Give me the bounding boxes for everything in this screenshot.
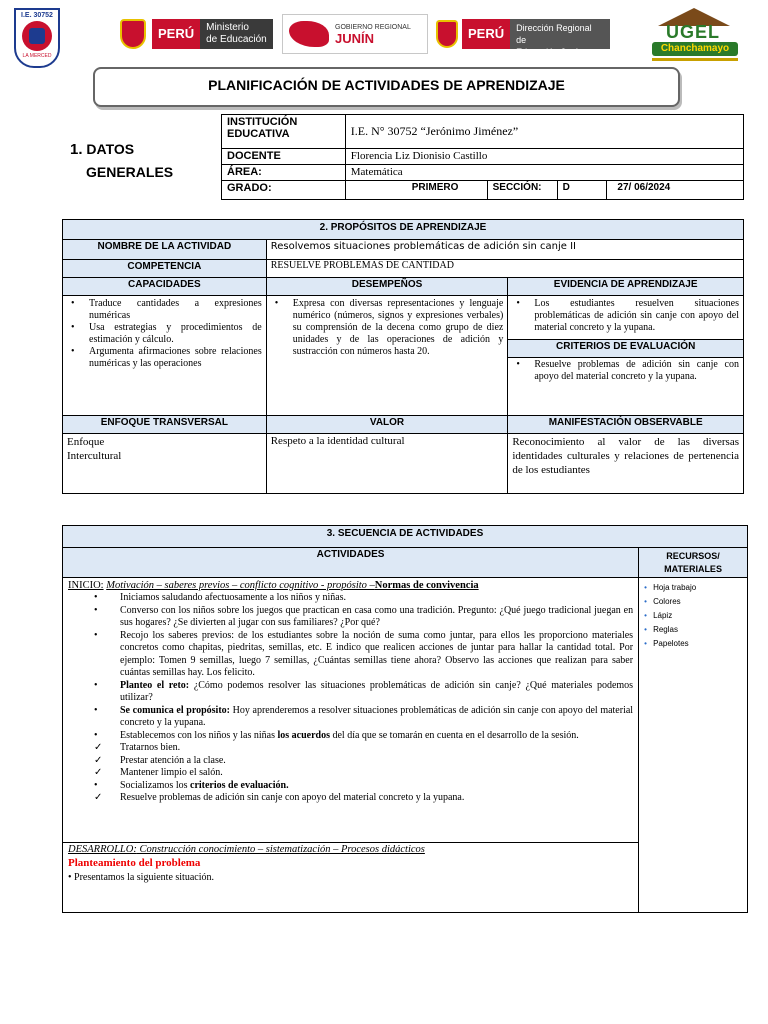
check-icon: ✓	[94, 754, 103, 766]
manifestacion-label: MANIFESTACIÓN OBSERVABLE	[508, 416, 744, 434]
peru-shield-icon	[120, 19, 146, 49]
gobierno-regional-logo	[282, 13, 428, 55]
heading-line2: GENERALES	[86, 164, 174, 180]
direccion-label	[510, 19, 610, 57]
list-item: • Se comunica el propósito: Hoy aprenderemos a resolver situaciones problemáticas de adición sin canje con apoyo del material concreto y la yupana.	[94, 704, 634, 728]
list-item: • Colores	[643, 595, 743, 609]
planteamiento-heading: Planteamiento del problema	[68, 857, 201, 869]
ugel-logo	[648, 8, 740, 62]
bullet-icon: •	[94, 679, 98, 691]
valor-label: VALOR	[266, 416, 508, 434]
presentamos-item: • Presentamos la siguiente situación.	[68, 872, 214, 883]
list-item: • Reglas	[643, 623, 743, 637]
peru-shield-icon	[436, 20, 458, 48]
list-item: • Planteo el reto: ¿Cómo podemos resolver las situaciones problemáticas de adición sin canje? ¿Qué materiales podemos utilizar?	[94, 679, 634, 703]
heading-line1: DATOS	[86, 141, 135, 157]
desempenos-cell	[266, 296, 508, 416]
gobierno-line: GOBIERNO REGIONAL	[335, 23, 411, 31]
list-item: • Converso con los niños sobre los juegos que practican en casa como una tradición. Pregunto: ¿Qué juego tradicional juegan en sus hogares? ¿Se divierten al jugar con sus familiares? ¿Por qué?	[94, 604, 634, 628]
list-item: • Establecemos con los niños y las niñas los acuerdos del día que se tomarán en cuenta en el desarrollo de la sesión.	[94, 729, 579, 741]
list-item: • Papelotes	[643, 637, 743, 651]
list-item: • Recojo los saberes previos: de los estudiantes sobre la noción de suma como juntar, para ellos les proporciono materiales concretos como chapitas, piedritas, semillas, etc. E indico que realicen acciones de juntar para hallar la cantidad total. Por ejemplo: Tomen 9 semillas, luego 7 semillas, ¿Cuántas semillas tiene ahora? Observo las acciones que realizan para saber cuántas semillas hay. Los felicito.	[94, 629, 634, 678]
fecha-value: 27/ 06/2024	[607, 181, 744, 200]
page-title: PLANIFICACIÓN DE ACTIVIDADES DE APRENDIZAJE	[93, 67, 680, 107]
docente-label: DOCENTE	[222, 149, 346, 165]
enfoque-value: Enfoque Intercultural	[63, 434, 267, 494]
desarrollo-heading: DESARROLLO: Construcción conocimiento – sistematización – Procesos didácticos	[68, 844, 425, 855]
list-item: • Expresa con diversas representaciones y lenguaje numérico (números, signos y expresiones verbales) su comprensión de la decena como grupo de diez unidades y de las operaciones de adición y sustracción con números hasta 20.	[271, 298, 504, 358]
bullet-icon: •	[94, 779, 98, 791]
junin-map-icon	[289, 21, 329, 47]
direccion-line2: Educación Junín	[516, 47, 583, 57]
list-item: • Hoja trabajo	[643, 581, 743, 595]
area-value: Matemática	[345, 165, 743, 181]
capacidades-label: CAPACIDADES	[63, 278, 267, 296]
check-icon: ✓	[94, 792, 103, 803]
ministerio-line2: de Educación	[206, 34, 267, 45]
peru-label: PERÚ	[152, 19, 200, 49]
propositos-table	[62, 219, 744, 494]
list-item: • Iniciamos saludando afectuosamente a los niños y niñas.	[94, 592, 347, 603]
inicio-heading: INICIO: Motivación – saberes previos – conflicto cognitivo - propósito –Normas de convivencia	[68, 580, 479, 591]
institucion-value: I.E. N° 30752 “Jerónimo Jiménez”	[345, 115, 743, 149]
criterios-label: CRITERIOS DE EVALUACIÓN	[508, 340, 744, 358]
list-item: • Los estudiantes resuelven situaciones problemáticas de adición sin canje con apoyo del material concreto y la yupana.	[512, 298, 739, 334]
actividades-label: ACTIVIDADES	[63, 548, 639, 578]
seccion-label: SECCIÓN:	[487, 181, 557, 200]
direccion-line1: Dirección Regional de	[516, 23, 592, 45]
evidencia-cell	[508, 296, 744, 340]
datos-generales-heading	[70, 138, 173, 183]
grado-label: GRADO:	[222, 181, 346, 200]
ministerio-label	[200, 19, 273, 49]
school-logo	[14, 8, 60, 68]
recursos-cell	[639, 578, 748, 913]
school-emblem-icon	[22, 21, 52, 51]
criterios-cell	[508, 358, 744, 416]
bullet-icon: •	[94, 629, 98, 641]
propositos-heading: 2. PROPÓSITOS DE APRENDIZAJE	[63, 220, 744, 240]
check-icon: ✓	[94, 767, 103, 778]
seccion-value: D	[557, 181, 607, 200]
dre-logo	[436, 13, 610, 55]
list-item: • Traduce cantidades a expresiones numéricas	[67, 298, 262, 322]
list-item: ✓ Prestar atención a la clase.	[94, 754, 226, 766]
list-item: ✓ Tratarnos bien.	[94, 742, 181, 753]
grado-value: PRIMERO	[345, 181, 487, 200]
junin-label: JUNÍN	[335, 30, 375, 46]
competencia-value: RESUELVE PROBLEMAS DE CANTIDAD	[266, 260, 743, 278]
inicio-list	[68, 592, 633, 805]
peru-label: PERÚ	[462, 19, 510, 49]
school-logo-subtext: LA MERCED	[22, 53, 52, 59]
docente-value: Florencia Liz Dionisio Castillo	[345, 149, 743, 165]
nombre-label: NOMBRE DE LA ACTIVIDAD	[63, 240, 267, 260]
datos-generales-table	[221, 114, 744, 200]
competencia-label: COMPETENCIA	[63, 260, 267, 278]
valor-value: Respeto a la identidad cultural	[266, 434, 508, 494]
desempenos-label: DESEMPEÑOS	[266, 278, 508, 296]
ministerio-line1: Ministerio	[206, 22, 249, 33]
enfoque-label: ENFOQUE TRANSVERSAL	[63, 416, 267, 434]
capacidades-cell	[63, 296, 267, 416]
school-logo-text: I.E. 30752	[21, 12, 53, 19]
bullet-icon: •	[94, 604, 98, 616]
secuencia-table	[62, 525, 748, 913]
desarrollo-cell	[63, 843, 639, 913]
check-icon: ✓	[94, 742, 103, 753]
list-item: ✓ Mantener limpio el salón.	[94, 767, 223, 778]
bullet-icon: •	[94, 729, 98, 741]
recursos-label: RECURSOS/ MATERIALES	[639, 548, 748, 578]
nombre-value: Resolvemos situaciones problemáticas de adición sin canje II	[266, 240, 743, 260]
area-label: ÁREA:	[222, 165, 346, 181]
list-item: • Socializamos los criterios de evaluación.	[94, 779, 289, 791]
list-item: • Lápiz	[643, 609, 743, 623]
minedu-logo	[120, 13, 273, 55]
list-item: • Argumenta afirmaciones sobre relaciones numéricas y las operaciones	[67, 346, 262, 370]
ugel-underline	[652, 58, 738, 61]
bullet-icon: •	[94, 704, 98, 716]
ugel-label: UGEL	[666, 22, 721, 42]
institucion-label: INSTITUCIÓN EDUCATIVA	[222, 115, 346, 149]
section-number: 1.	[70, 141, 83, 158]
ugel-sub-label: Chanchamayo	[652, 42, 738, 56]
bullet-icon: •	[94, 592, 98, 603]
inicio-cell	[63, 578, 639, 843]
list-item: ✓ Resuelve problemas de adición sin canje con apoyo del material concreto y la yupana.	[94, 792, 465, 803]
manifestacion-value: Reconocimiento al valor de las diversas identidades culturales y relaciones de pertenencia de los estudiantes	[508, 434, 744, 494]
list-item: • Usa estrategias y procedimientos de estimación y cálculo.	[67, 322, 262, 346]
list-item: • Resuelve problemas de adición sin canje con apoyo del material concreto y la yupana.	[512, 359, 739, 383]
secuencia-heading: 3. SECUENCIA DE ACTIVIDADES	[63, 526, 748, 548]
evidencia-label: EVIDENCIA DE APRENDIZAJE	[508, 278, 744, 296]
